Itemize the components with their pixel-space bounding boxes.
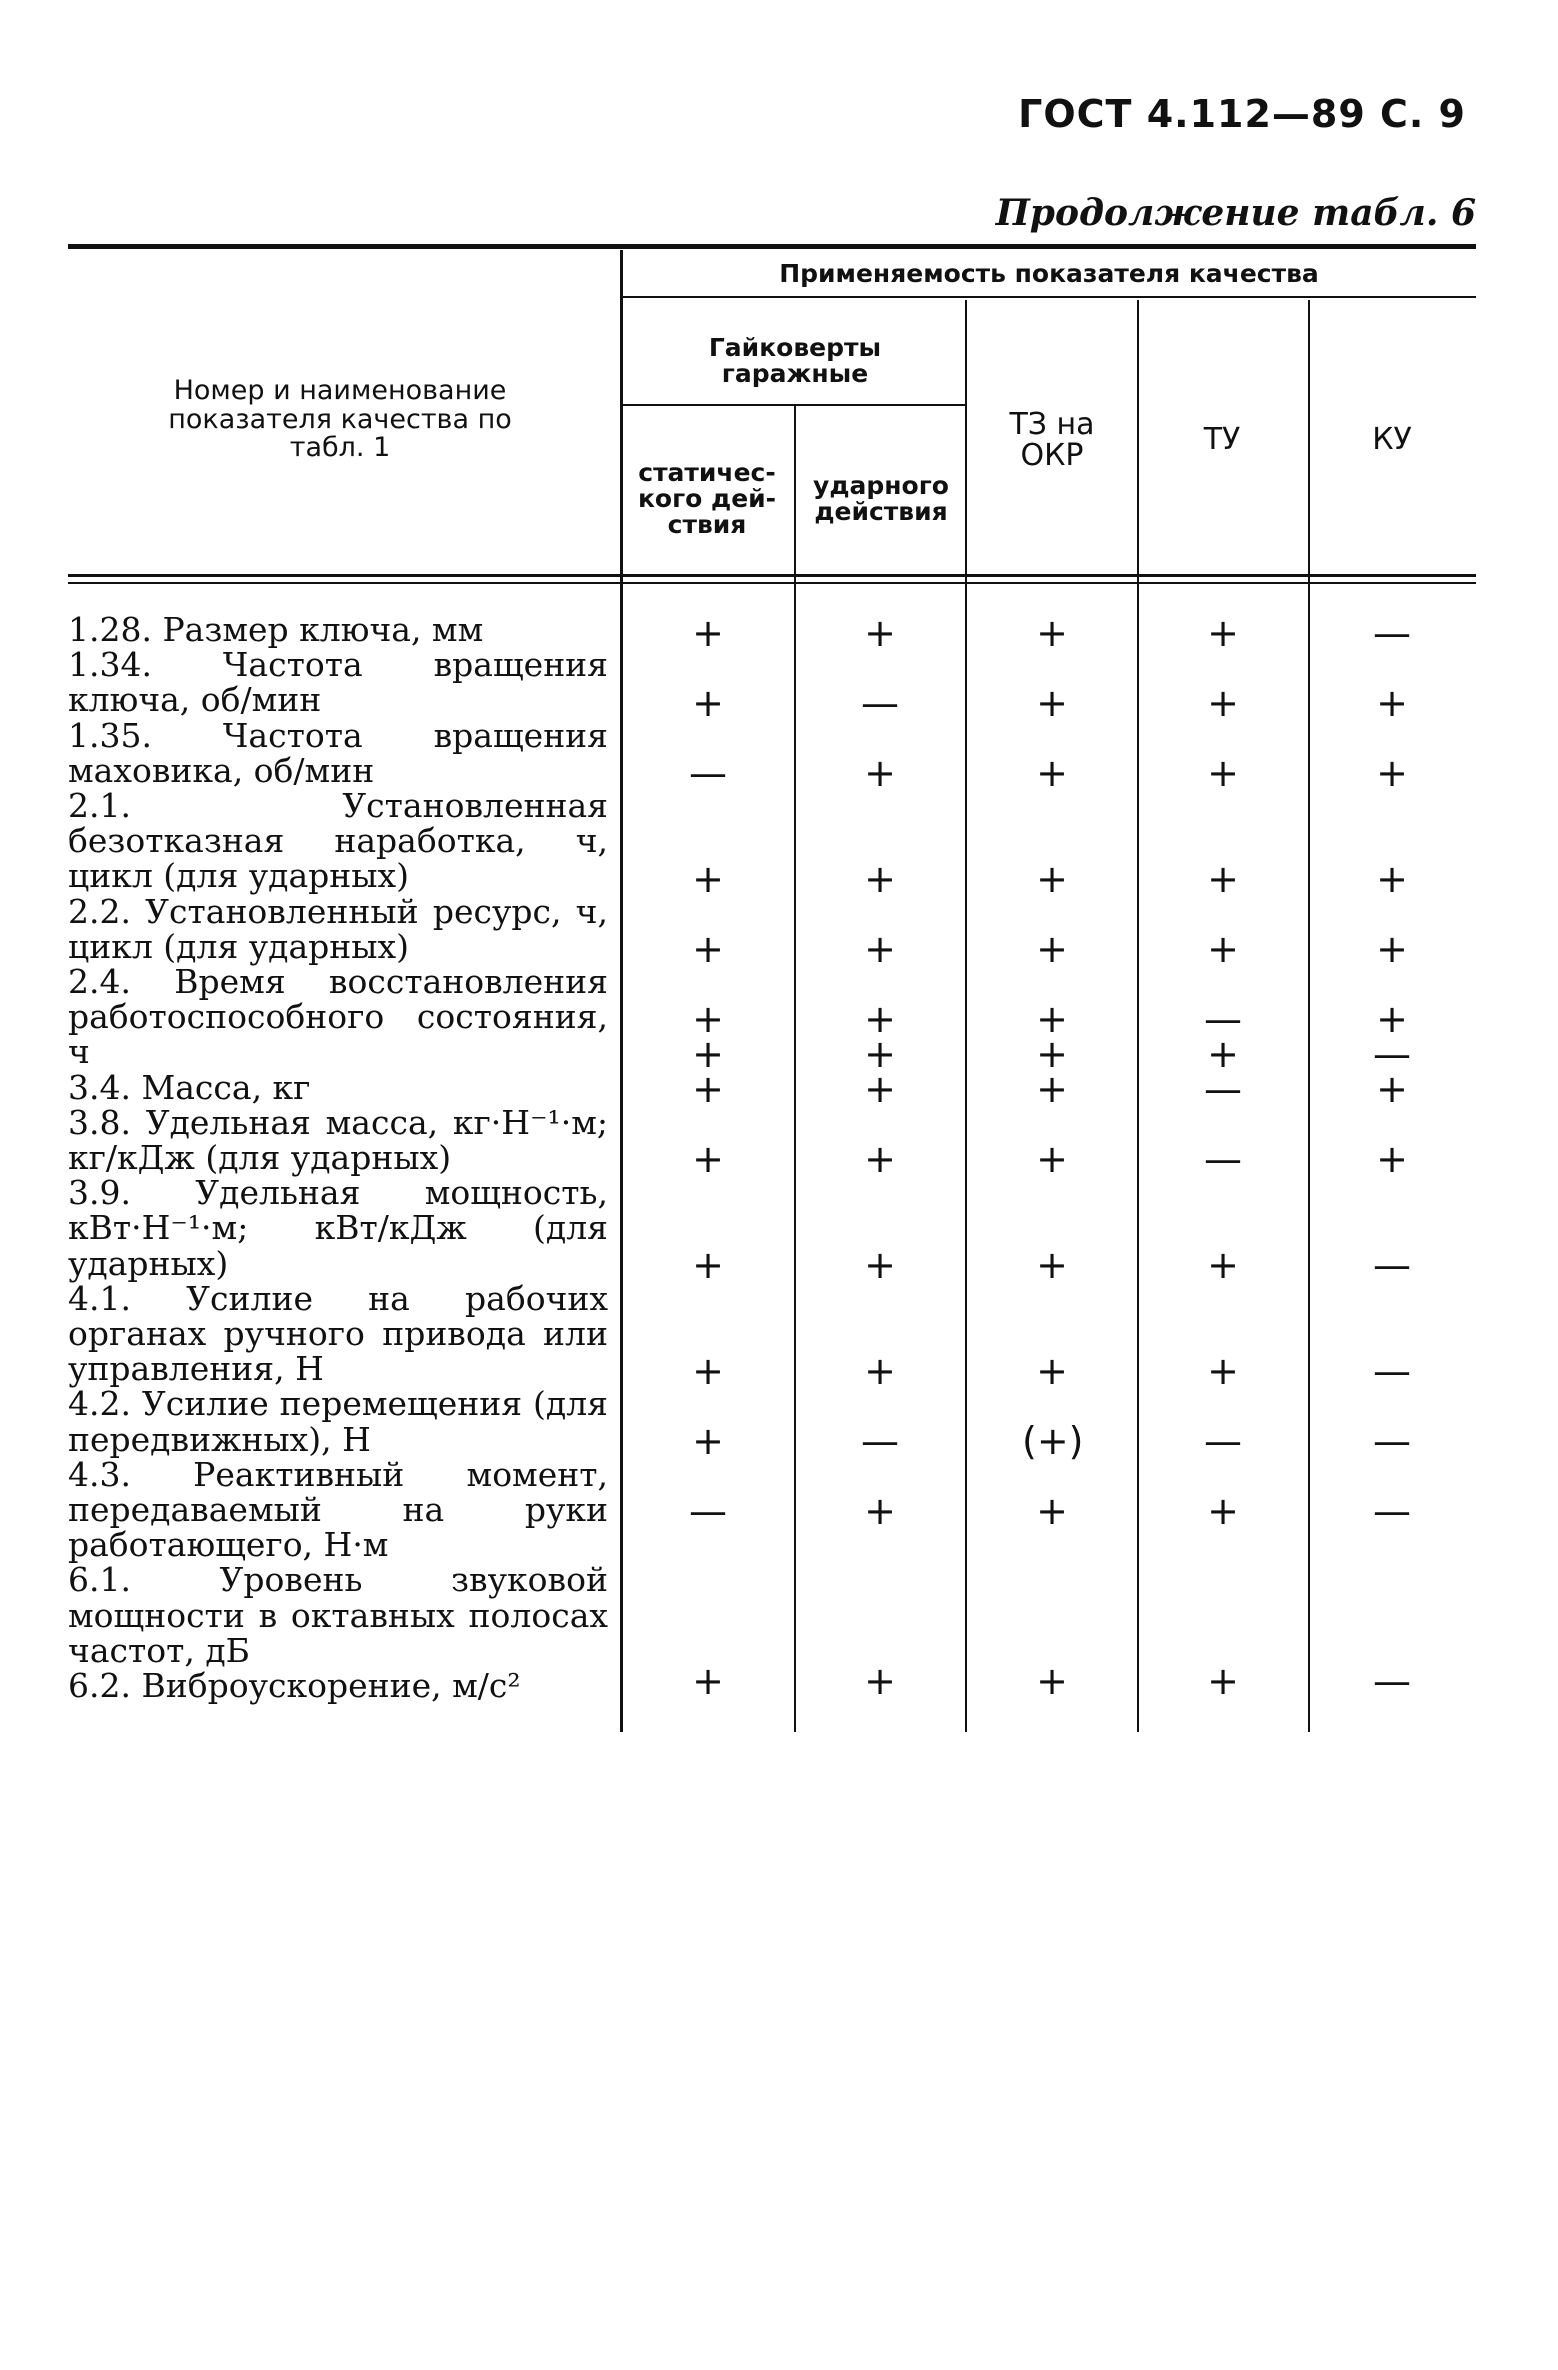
- applicability-mark: +: [1376, 857, 1408, 901]
- applicability-mark: +: [1207, 927, 1239, 971]
- applicability-mark: +: [1207, 681, 1239, 725]
- applicability-mark: +: [1376, 681, 1408, 725]
- applicability-mark: +: [692, 611, 724, 655]
- table-top-rule: [68, 244, 1476, 249]
- header-garage-wrenches: Гайковерты гаражные: [708, 332, 882, 388]
- applicability-mark: +: [1207, 1489, 1239, 1533]
- applicability-mark: +: [864, 927, 896, 971]
- column-divider-static: [794, 406, 796, 1732]
- applicability-mark: +: [692, 1067, 724, 1111]
- applicability-mark: +: [1376, 927, 1408, 971]
- indicator-row: 6.2. Виброускорение, м/с²: [68, 1666, 521, 1706]
- applicability-mark: +: [1036, 681, 1068, 725]
- header-indicator: Номер и наименование показателя качества по табл. 1: [168, 375, 512, 464]
- indicator-row: 3.9. Удельная мощность, кВт·Н⁻¹·м; кВт/кДж (для ударных): [68, 1173, 608, 1283]
- applicability-mark: +: [1036, 611, 1068, 655]
- applicability-mark: +: [692, 997, 724, 1041]
- applicability-mark: +: [1376, 1137, 1408, 1181]
- applicability-mark: —: [1373, 1419, 1411, 1463]
- applicability-mark: —: [689, 1489, 727, 1533]
- applicability-mark: +: [864, 1349, 896, 1393]
- applicability-mark: +: [864, 1489, 896, 1533]
- header-applicability: Применяемость показателя качества: [779, 258, 1319, 288]
- applicability-mark: —: [861, 1419, 899, 1463]
- applicability-mark: +: [692, 1243, 724, 1287]
- indicator-row: 4.1. Усилие на рабочих органах ручного привода или управления, Н: [68, 1278, 608, 1389]
- header-tz-okr: ТЗ на ОКР: [1009, 406, 1095, 473]
- header-impact-action: ударного действия: [813, 470, 949, 526]
- applicability-mark: —: [689, 751, 727, 795]
- applicability-mark: —: [1373, 1243, 1411, 1287]
- indicator-row: 1.35. Частота вращения маховика, об/мин: [68, 715, 608, 790]
- indicator-row: 4.2. Усилие перемещения (для передвижных), Н: [68, 1384, 608, 1459]
- column-divider-indicator: [620, 250, 623, 1732]
- applicability-mark: —: [1373, 1659, 1411, 1703]
- indicator-row: 2.2. Установленный ресурс, ч, цикл (для ударных): [68, 891, 608, 966]
- applicability-mark: +: [692, 1659, 724, 1703]
- column-divider-tz: [1137, 300, 1139, 1732]
- applicability-mark: +: [1036, 997, 1068, 1041]
- table-continuation-label: Продолжение табл. 6: [995, 192, 1476, 234]
- header-bottom-rule-2: [68, 582, 1476, 584]
- applicability-mark: +: [1036, 857, 1068, 901]
- indicator-list: [68, 610, 608, 1706]
- applicability-mark: +: [864, 857, 896, 901]
- applicability-mark: +: [692, 1137, 724, 1181]
- header-bottom-rule: [68, 574, 1476, 577]
- applicability-mark: +: [1036, 751, 1068, 795]
- applicability-mark: +: [692, 1032, 724, 1076]
- applicability-mark: +: [1207, 751, 1239, 795]
- header-tu: ТУ: [1203, 422, 1241, 458]
- header-ku: КУ: [1372, 422, 1412, 458]
- indicator-row: 1.34. Частота вращения ключа, об/мин: [68, 645, 608, 720]
- applicability-mark: (+): [1022, 1419, 1084, 1463]
- indicator-row: 3.4. Масса, кг: [68, 1067, 311, 1107]
- applicability-mark: —: [1204, 1137, 1242, 1181]
- applicability-mark: —: [861, 681, 899, 725]
- applicability-mark: +: [1207, 611, 1239, 655]
- applicability-mark: +: [864, 751, 896, 795]
- applicability-mark: +: [692, 1419, 724, 1463]
- applicability-mark: —: [1204, 997, 1242, 1041]
- applicability-mark: +: [864, 1137, 896, 1181]
- applicability-mark: +: [1036, 1349, 1068, 1393]
- applicability-mark: +: [1376, 997, 1408, 1041]
- applicability-mark: +: [1207, 1659, 1239, 1703]
- indicator-row: 4.3. Реактивный момент, передаваемый на руки работающего, Н·м: [68, 1454, 608, 1565]
- applicability-mark: +: [692, 681, 724, 725]
- applicability-mark: +: [1207, 1032, 1239, 1076]
- applicability-mark: —: [1373, 1489, 1411, 1533]
- applicability-mark: +: [864, 1243, 896, 1287]
- indicator-row: 2.1. Установленная безотказная наработка, ч, цикл (для ударных): [68, 786, 608, 896]
- applicability-mark: —: [1373, 1349, 1411, 1393]
- applicability-mark: +: [692, 1349, 724, 1393]
- applicability-mark: +: [1207, 1349, 1239, 1393]
- applicability-mark: —: [1373, 1032, 1411, 1076]
- applicability-mark: +: [1036, 1032, 1068, 1076]
- applicability-mark: +: [1036, 1659, 1068, 1703]
- applicability-mark: —: [1204, 1419, 1242, 1463]
- applicability-mark: +: [692, 927, 724, 971]
- document-reference: ГОСТ 4.112—89 С. 9: [1018, 92, 1466, 136]
- applicability-mark: —: [1204, 1067, 1242, 1111]
- column-divider-impact: [965, 300, 967, 1732]
- applicability-mark: +: [692, 857, 724, 901]
- applicability-mark: +: [1036, 1243, 1068, 1287]
- indicator-row: 2.4. Время восстановления работоспособного состояния, ч: [68, 962, 608, 1072]
- column-divider-tu: [1308, 300, 1310, 1732]
- applicability-mark: +: [1036, 1137, 1068, 1181]
- applicability-mark: +: [864, 997, 896, 1041]
- applicability-mark: +: [864, 1032, 896, 1076]
- applicability-mark: +: [864, 1659, 896, 1703]
- applicability-mark: +: [1207, 1243, 1239, 1287]
- applicability-mark: +: [864, 1067, 896, 1111]
- applicability-mark: +: [1376, 751, 1408, 795]
- applicability-mark: +: [1207, 857, 1239, 901]
- applicability-mark: —: [1373, 611, 1411, 655]
- applicability-mark: +: [864, 611, 896, 655]
- applicability-underline: [622, 296, 1476, 298]
- indicator-row: 3.8. Удельная масса, кг·Н⁻¹·м; кг/кДж (для ударных): [68, 1102, 608, 1178]
- header-static-action: статичес-кого дей-ствия: [637, 457, 777, 540]
- indicator-row: 1.28. Размер ключа, мм: [68, 610, 484, 649]
- indicator-row: 6.1. Уровень звуковой мощности в октавных полосах частот, дБ: [68, 1560, 608, 1670]
- applicability-mark: +: [1036, 1067, 1068, 1111]
- applicability-mark: +: [1036, 927, 1068, 971]
- applicability-mark: +: [1036, 1489, 1068, 1533]
- applicability-mark: +: [1376, 1067, 1408, 1111]
